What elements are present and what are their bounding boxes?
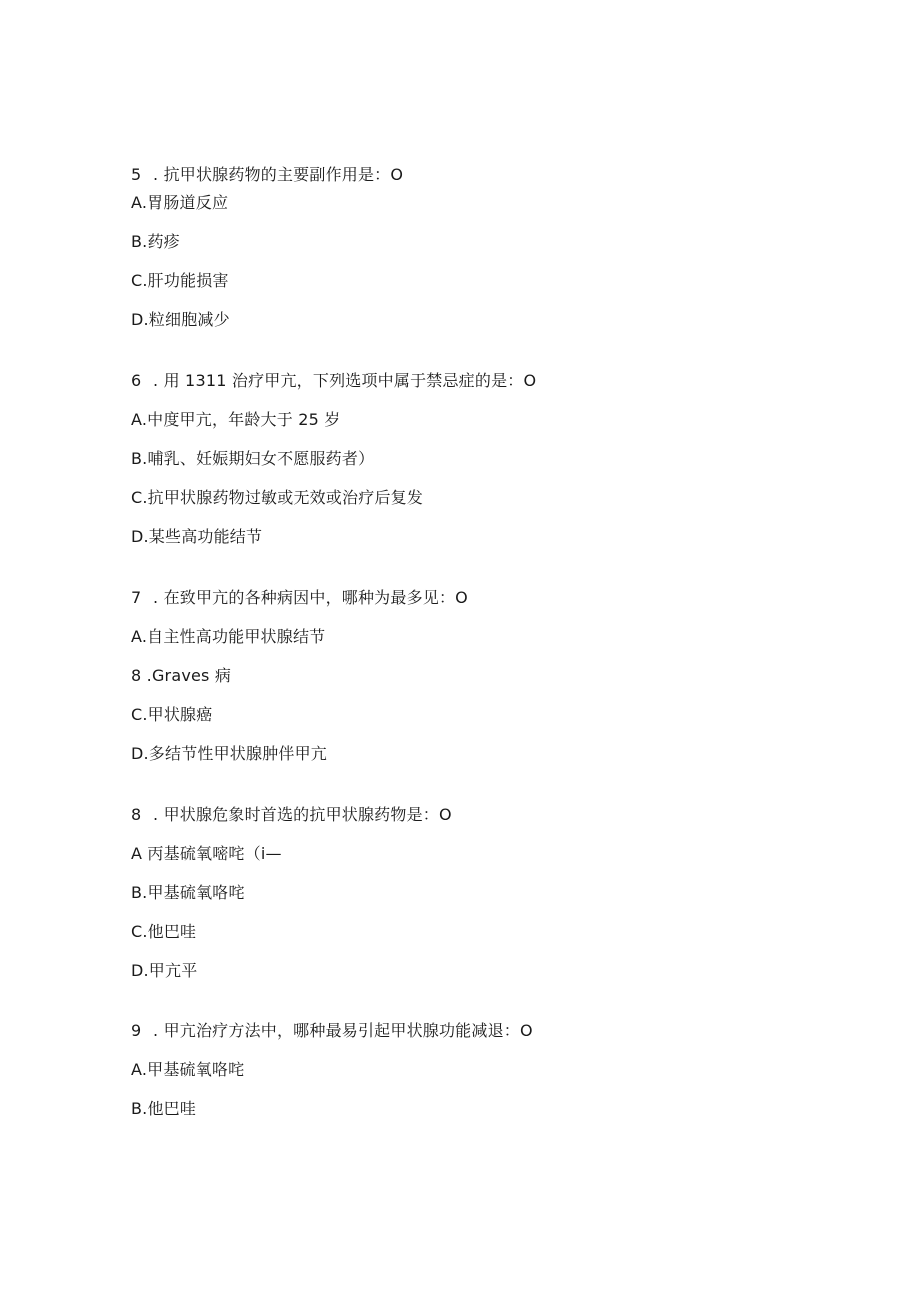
question-7-option-d: D.多结节性甲状腺肿伴甲亢 bbox=[131, 744, 328, 763]
question-5-stem bbox=[131, 165, 403, 185]
question-6-stem bbox=[131, 371, 536, 391]
question-6-option-a: A.中度甲亢，年龄大于 25 岁 bbox=[131, 410, 341, 429]
question-7-option-a: A.自主性高功能甲状腺结节 bbox=[131, 627, 326, 646]
question-9-option-b: B.他巴哇 bbox=[131, 1099, 197, 1118]
question-number: 5 bbox=[131, 165, 142, 184]
question-text: . 抗甲状腺药物的主要副作用是：O bbox=[153, 165, 404, 184]
question-number: 6 bbox=[131, 371, 142, 390]
question-text: . 甲状腺危象时首选的抗甲状腺药物是：O bbox=[153, 805, 452, 824]
question-5-option-b: B.药疹 bbox=[131, 232, 180, 251]
question-5-option-c: C.肝功能损害 bbox=[131, 271, 229, 290]
question-text: . 在致甲亢的各种病因中，哪种为最多见：O bbox=[153, 588, 468, 607]
question-8-stem bbox=[131, 805, 452, 825]
question-7-option-c: C.甲状腺癌 bbox=[131, 705, 213, 724]
question-8-option-c: C.他巴哇 bbox=[131, 922, 197, 941]
question-8-option-a: A 丙基硫氧嘧咤（i— bbox=[131, 844, 282, 863]
question-number: 7 bbox=[131, 588, 142, 607]
question-9-stem bbox=[131, 1021, 533, 1041]
question-6-option-d: D.某些高功能结节 bbox=[131, 527, 263, 546]
question-6-option-b: B.哺乳、妊娠期妇女不愿服药者） bbox=[131, 449, 375, 468]
question-text: . 用 1311 治疗甲亢，下列选项中属于禁忌症的是：O bbox=[153, 371, 537, 390]
question-5-option-d: D.粒细胞减少 bbox=[131, 310, 230, 329]
question-number: 9 bbox=[131, 1021, 142, 1040]
question-7-stem bbox=[131, 588, 468, 608]
question-7-option-b: 8 .Graves 病 bbox=[131, 666, 232, 685]
question-8-option-d: D.甲亢平 bbox=[131, 961, 198, 980]
question-6-option-c: C.抗甲状腺药物过敏或无效或治疗后复发 bbox=[131, 488, 424, 507]
question-8-option-b: B.甲基硫氧咯咤 bbox=[131, 883, 245, 902]
question-number: 8 bbox=[131, 805, 142, 824]
question-5-option-a: A.胃肠道反应 bbox=[131, 193, 229, 212]
question-text: . 甲亢治疗方法中，哪种最易引起甲状腺功能减退：O bbox=[153, 1021, 533, 1040]
question-9-option-a: A.甲基硫氧咯咤 bbox=[131, 1060, 245, 1079]
